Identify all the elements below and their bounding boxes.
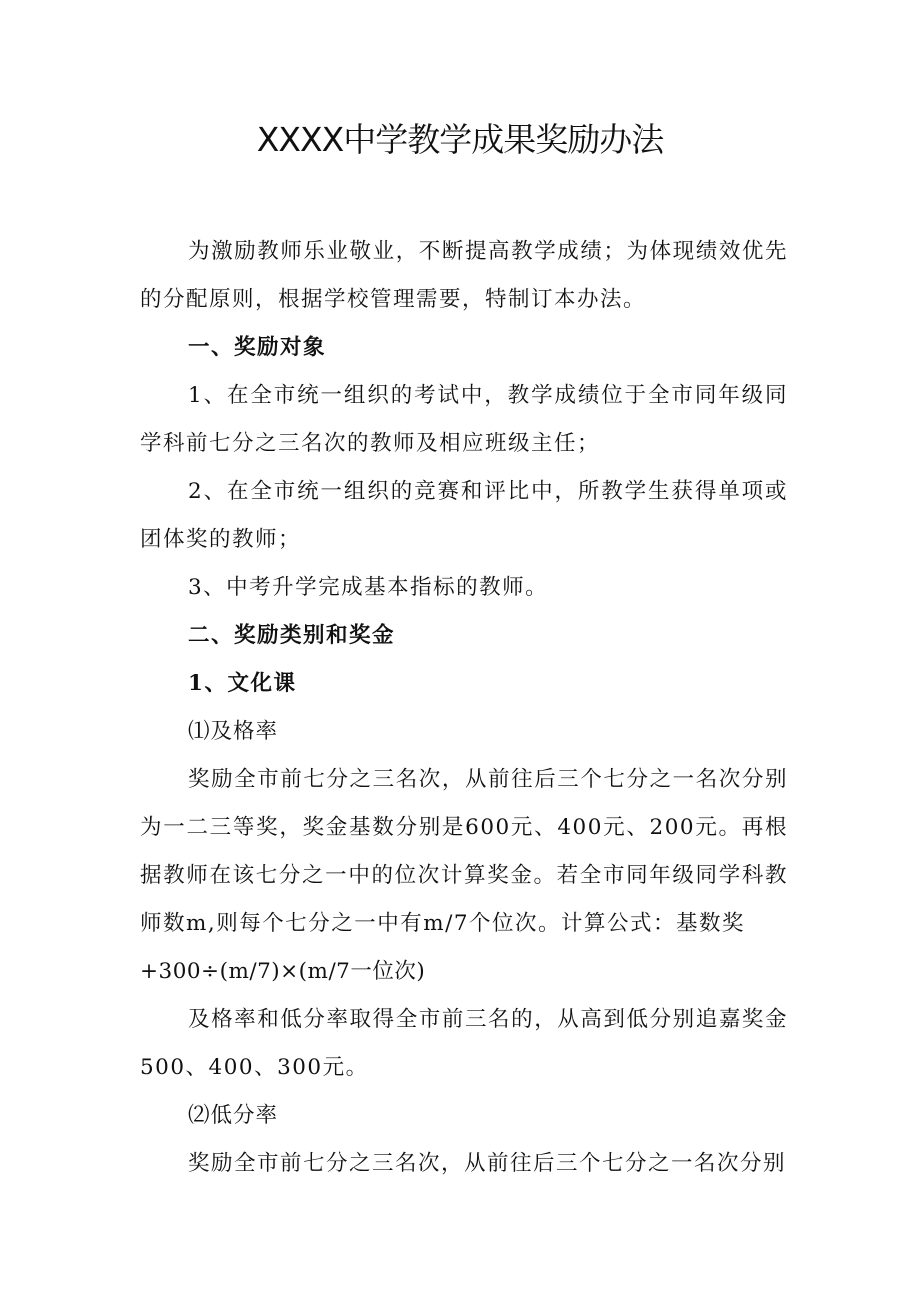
low-score-rate-paragraph: 奖励全市前七分之三名次，从前往后三个七分之一名次分别 <box>188 1151 787 1176</box>
section2-sub1-heading: 1、文化课 <box>188 671 297 696</box>
pass-rate-label: ⑴及格率 <box>188 719 279 744</box>
low-score-rate-label: ⑵低分率 <box>188 1103 279 1128</box>
section1-item-2: 2、在全市统一组织的竞赛和评比中，所教学生获得单项或团体奖的教师； <box>140 479 788 552</box>
pass-rate-paragraph: 奖励全市前七分之三名次，从前往后三个七分之一名次分别为一二三等奖，奖金基数分别是600元、400元、200元。再根据教师在该七分之一中的位次计算奖金。若全市同年级同学科教师数m,则每个七分之一中有m/7个位次。计算公式：基数奖 <box>140 767 788 936</box>
section1-item-3: 3、中考升学完成基本指标的教师。 <box>188 575 549 600</box>
document-body <box>140 228 788 1188</box>
section2-heading: 二、奖励类别和奖金 <box>188 623 396 648</box>
bonus-paragraph: 及格率和低分率取得全市前三名的，从高到低分别追嘉奖金500、400、300元。 <box>140 1007 788 1080</box>
section1-heading: 一、奖励对象 <box>188 335 327 360</box>
intro-paragraph: 为激励教师乐业敬业，不断提高教学成绩；为体现绩效优先的分配原则，根据学校管理需要，特制订本办法。 <box>140 239 788 312</box>
pass-rate-formula: +300÷(m/7)×(m/7一位次) <box>140 959 426 984</box>
document-title: XXXX中学教学成果奖励办法 <box>256 120 664 159</box>
section1-item-1: 1、在全市统一组织的考试中，教学成绩位于全市同年级同学科前七分之三名次的教师及相应班级主任； <box>140 383 788 456</box>
